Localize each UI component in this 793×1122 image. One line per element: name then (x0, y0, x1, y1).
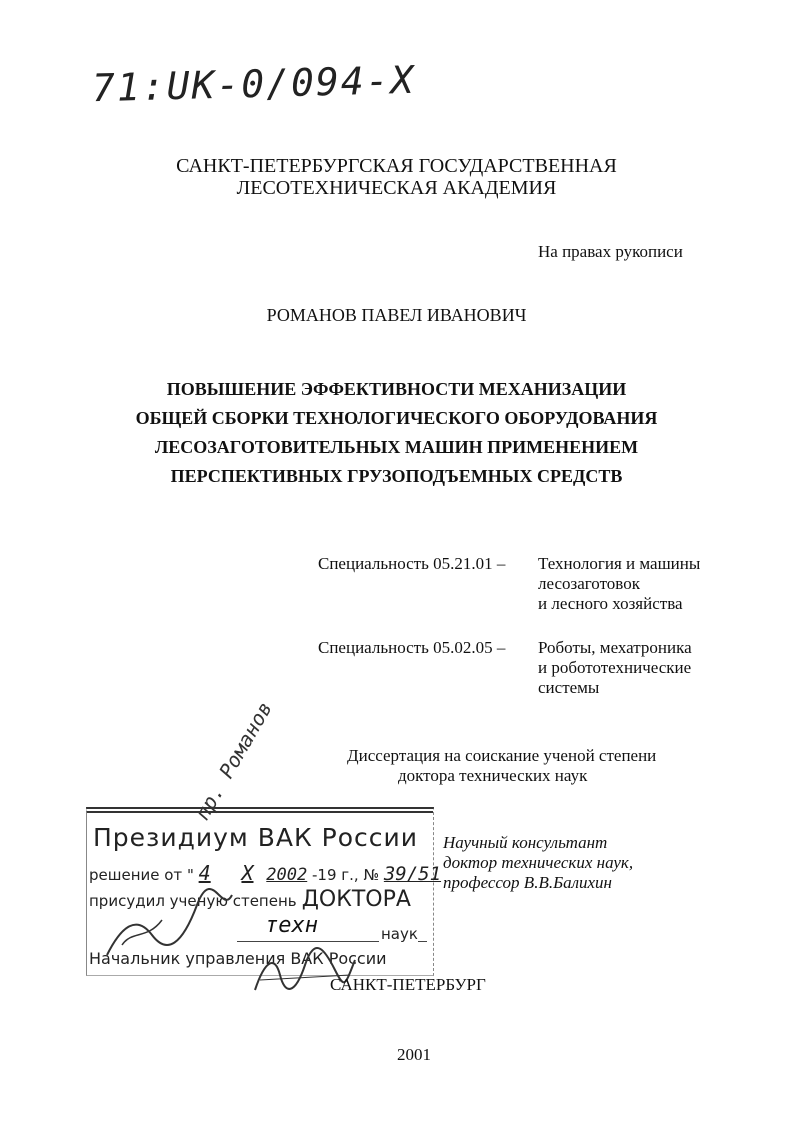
stamp-field-suffix: наук (381, 925, 418, 943)
specialty-2-line-2: и робототехнические (538, 658, 692, 677)
consultant-line-1: Научный консультант (443, 833, 608, 852)
specialty-1-label: Специальность 05.21.01 – (318, 554, 506, 573)
institution-line-2: ЛЕСОТЕХНИЧЕСКАЯ АКАДЕМИЯ (236, 177, 557, 199)
dissertation-degree-line-2: доктора технических наук (398, 766, 588, 785)
consultant-line-2: доктор технических наук, (443, 853, 634, 872)
title-line-4: ПЕРСПЕКТИВНЫХ ГРУЗОПОДЪЕМНЫХ СРЕДСТВ (170, 466, 623, 486)
stamp-awarded-prefix: присудил ученую степень (89, 892, 297, 910)
specialty-1-line-3: и лесного хозяйства (538, 594, 683, 613)
city: САНКТ-ПЕТЕРБУРГ (330, 975, 486, 994)
scientific-consultant (443, 833, 633, 893)
stamp-decision-prefix: решение от " (89, 866, 194, 884)
stamp-signature-top (102, 885, 242, 965)
dissertation-title (0, 375, 793, 491)
specialty-2-line-3: системы (538, 678, 600, 697)
stamp-decision-day: 4 (198, 861, 211, 885)
specialty-1-line-2: лесозаготовок (538, 574, 640, 593)
specialty-1-line-1: Технология и машины (538, 554, 701, 573)
stamp-decision-month: X (241, 861, 254, 885)
specialty-2-label: Специальность 05.02.05 – (318, 638, 506, 657)
stamp-decision-year: 2002 (266, 865, 308, 885)
handwritten-archive-code: 71:UK-0/094-X (91, 57, 416, 111)
institution-name (0, 155, 793, 199)
stamp-title: Президиум ВАК России (93, 823, 419, 852)
title-line-2: ОБЩЕЙ СБОРКИ ТЕХНОЛОГИЧЕСКОГО ОБОРУДОВАНИЯ (135, 408, 658, 428)
institution-line-1: САНКТ-ПЕТЕРБУРГСКАЯ ГОСУДАРСТВЕННАЯ (176, 155, 617, 177)
year: 2001 (397, 1045, 431, 1064)
title-line-1: ПОВЫШЕНИЕ ЭФФЕКТИВНОСТИ МЕХАНИЗАЦИИ (166, 379, 627, 399)
stamp-handwritten-annotation: пр. Романов (190, 697, 278, 824)
stamp-decision-number: 39/51 (383, 863, 442, 885)
stamp-decision-line (89, 861, 441, 885)
stamp-decision-mid: -19 г., № (312, 866, 380, 884)
title-line-3: ЛЕСОЗАГОТОВИТЕЛЬНЫХ МАШИН ПРИМЕНЕНИЕМ (154, 437, 639, 457)
stamp-field-handwritten: техн (265, 913, 318, 938)
specialty-1-description (538, 554, 700, 614)
specialty-2-line-1: Роботы, мехатроника (538, 638, 692, 657)
dissertation-degree-line-1: Диссертация на соискание ученой степени (347, 746, 657, 765)
specialty-2-description (538, 638, 692, 698)
consultant-line-3: профессор В.В.Балихин (443, 873, 612, 892)
stamp-head: Начальник управления ВАК России (89, 949, 387, 968)
rights-note: На правах рукописи (538, 242, 683, 261)
author-name: РОМАНОВ ПАВЕЛ ИВАНОВИЧ (266, 305, 527, 325)
stamp-degree: ДОКТОРА (301, 887, 411, 912)
